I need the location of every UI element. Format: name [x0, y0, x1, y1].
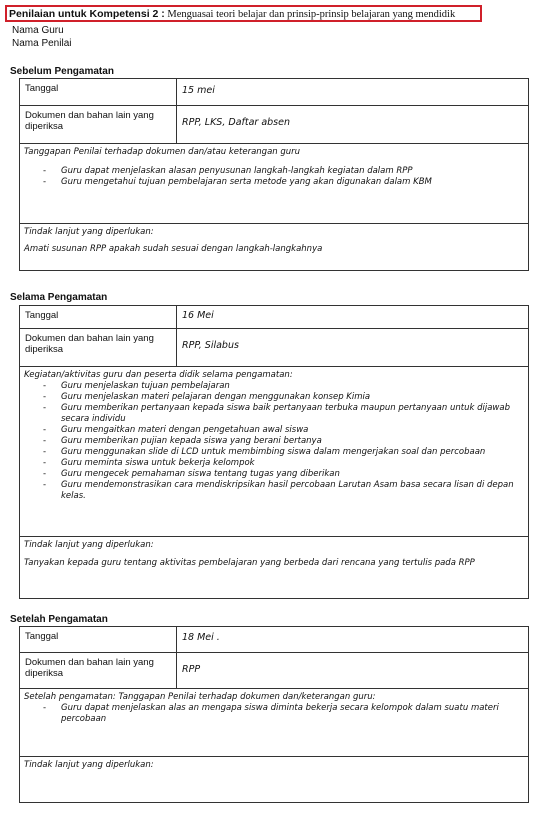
tanggapan-label: Setelah pengamatan: Tanggapan Penilai terhadap dokumen dan/keterangan guru: — [24, 692, 376, 702]
tanggal-label: Tanggal — [20, 627, 177, 653]
dokumen-value: RPP, Silabus — [177, 329, 529, 367]
tindak-block — [20, 537, 529, 599]
section-heading-selama: Selama Pengamatan — [10, 292, 108, 303]
list-item: - Guru mengetahui tujuan pembelajaran serta metode yang akan digunakan dalam KBM — [61, 177, 524, 188]
kegiatan-block — [20, 367, 529, 537]
section-heading-setelah: Setelah Pengamatan — [10, 614, 108, 625]
tanggapan-label: Tanggapan Penilai terhadap dokumen dan/atau keterangan guru — [24, 147, 301, 157]
list-item: - Guru menjelaskan tujuan pembelajaran — [61, 381, 524, 392]
tanggapan-block — [20, 689, 529, 757]
section-heading-sebelum: Sebelum Pengamatan — [10, 66, 114, 77]
table-setelah — [19, 626, 529, 803]
list-item: - Guru menggunakan slide di LCD untuk membimbing siswa dalam mengerjakan soal dan percobaan — [61, 447, 524, 458]
tanggapan-list — [24, 703, 524, 725]
kegiatan-label: Kegiatan/aktivitas guru dan peserta didik selama pengamatan: — [24, 370, 293, 380]
list-item: - Guru memberikan pertanyaan kepada siswa baik pertanyaan terbuka maupun pertanyaan untuk dijawab secara individu — [61, 403, 524, 425]
nama-penilai-label: Nama Penilai — [12, 38, 72, 49]
page-title — [9, 8, 455, 20]
table-selama — [19, 305, 529, 599]
list-item: - Guru memberikan pujian kepada siswa yang berani bertanya — [61, 436, 524, 447]
tanggal-value: 15 mei — [177, 79, 529, 106]
tindak-block — [20, 757, 529, 803]
tanggal-label: Tanggal — [20, 306, 177, 329]
dokumen-value: RPP — [177, 653, 529, 689]
nama-guru-label: Nama Guru — [12, 25, 64, 36]
list-item: - Guru mendemonstrasikan cara mendiskripsikan hasil percobaan Larutan Asam basa secara lisan di depan kelas. — [61, 480, 524, 502]
list-item: - Guru mengaitkan materi dengan pengetahuan awal siswa — [61, 425, 524, 436]
tindak-value: Tanyakan kepada guru tentang aktivitas pembelajaran yang berbeda dari rencana yang tertulis pada RPP — [24, 558, 475, 568]
tindak-value: Amati susunan RPP apakah sudah sesuai dengan langkah-langkahnya — [24, 244, 323, 254]
list-item: - Guru mengecek pemahaman siswa tentang tugas yang diberikan — [61, 469, 524, 480]
title-bold: Penilaian untuk Kompetensi 2 : — [9, 8, 165, 20]
dokumen-label: Dokumen dan bahan lain yang diperiksa — [20, 106, 177, 144]
tindak-block — [20, 224, 529, 271]
dokumen-label: Dokumen dan bahan lain yang diperiksa — [20, 653, 177, 689]
tanggal-label: Tanggal — [20, 79, 177, 106]
tindak-label: Tindak lanjut yang diperlukan: — [24, 227, 154, 237]
dokumen-label: Dokumen dan bahan lain yang diperiksa — [20, 329, 177, 367]
tanggapan-block — [20, 144, 529, 224]
tanggal-value: 16 Mei — [177, 306, 529, 329]
dokumen-value: RPP, LKS, Daftar absen — [177, 106, 529, 144]
list-item: - Guru meminta siswa untuk bekerja kelompok — [61, 458, 524, 469]
list-item: - Guru menjelaskan materi pelajaran dengan menggunakan konsep Kimia — [61, 392, 524, 403]
title-rest: Menguasai teori belajar dan prinsip-prinsip belajaran yang mendidik — [164, 9, 456, 20]
list-item: - Guru dapat menjelaskan alasan penyusunan langkah-langkah kegiatan dalam RPP — [61, 166, 524, 177]
tanggal-value: 18 Mei . — [177, 627, 529, 653]
kegiatan-list — [24, 381, 524, 502]
tanggapan-list — [24, 166, 524, 188]
tindak-label: Tindak lanjut yang diperlukan: — [24, 540, 154, 550]
list-item: - Guru dapat menjelaskan alas an mengapa siswa diminta bekerja secara kelompok dalam suatu materi percobaan — [61, 703, 524, 725]
tindak-label: Tindak lanjut yang diperlukan: — [24, 760, 154, 770]
table-sebelum — [19, 78, 529, 271]
